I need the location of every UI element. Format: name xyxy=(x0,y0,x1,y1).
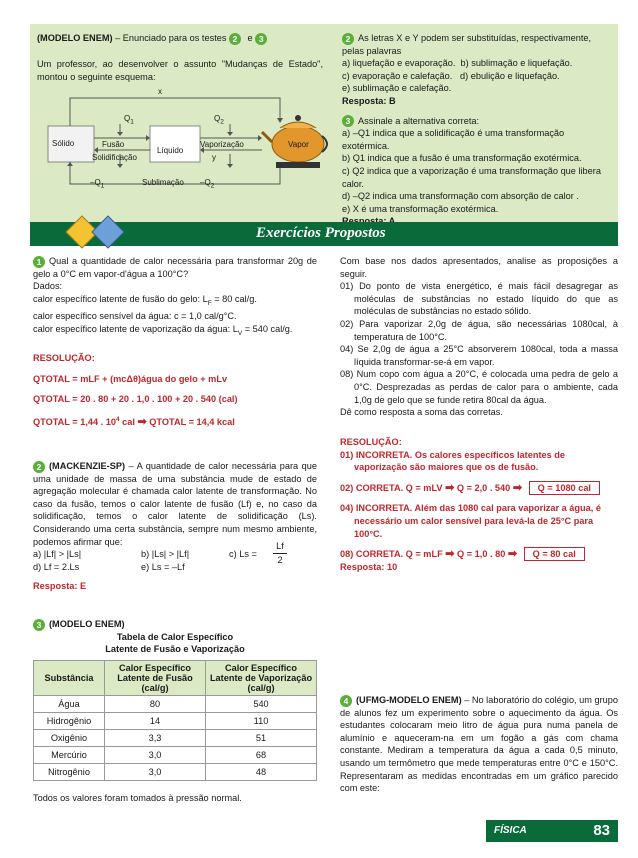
liquid-box xyxy=(150,126,200,162)
intro-bold: (MODELO ENEM) xyxy=(37,33,113,43)
dado-2: calor específico sensível da água: c = 1,0 cal/g°C. xyxy=(33,311,237,322)
q2-e: e) sublimação e calefação. xyxy=(342,83,452,94)
dados: Dados: xyxy=(33,281,63,292)
table-title-2: Latente de Fusão e Vaporização xyxy=(105,644,245,655)
label-vapor: Vapor xyxy=(288,140,309,149)
q3-c: c) Q2 indica que a vaporização é uma transformação que libera calor. xyxy=(342,165,601,189)
e2-text: 2 (MACKENZIE-SP) – A quantidade de calor necessária para que uma unidade de massa de uma substância mude de estado de agregação molecular é chamada calor latente de transformação. No caso da fusão, temos o calor latente de fusão (Lf) e, no caso da solidificação, temos o calor latente de solidificação (Ls). Considerando uma certa substância, sempre num mesmo ambiente, podemos afirmar que: xyxy=(33,461,317,547)
intro-rest: – Enunciado para os testes xyxy=(112,33,229,43)
table-cell: 14 xyxy=(105,713,206,730)
label-y: y xyxy=(212,153,216,162)
diagram-svg xyxy=(40,86,330,196)
res-heading: RESOLUÇÃO: xyxy=(340,437,402,447)
table-cell: 3,0 xyxy=(105,764,206,781)
label-vaporizacao: Vaporização xyxy=(200,140,244,149)
table-note: Todos os valores foram tomados à pressão normal. xyxy=(33,793,242,803)
q3-a: a) –Q1 indica que a solidificação é uma transformação exotérmica. xyxy=(342,128,565,151)
label-solidificacao: Solidificação xyxy=(92,153,137,162)
table-cell: 540 xyxy=(206,696,317,713)
label-q1: $Q_1$ xyxy=(124,114,134,126)
table-header-row xyxy=(34,661,317,696)
label-fusao: Fusão xyxy=(102,140,125,149)
label-minus-q1: $-Q_1$ xyxy=(90,178,105,190)
table-header: Calor Específico Latente de Vaporização (cal/g) xyxy=(206,661,317,696)
number-badge: 3 xyxy=(255,33,267,45)
exercise-3 xyxy=(33,618,317,656)
table-cell: 110 xyxy=(206,713,317,730)
q3-e: e) X é uma transformação exotérmica. xyxy=(342,203,499,214)
page-number: 83 xyxy=(593,822,610,839)
res-02: 02) CORRETA. Q = mLV ➡ Q = 2,0 . 540 ➡ Q = 1080 cal xyxy=(340,482,618,495)
e2-option-c: c) Ls = xyxy=(229,549,257,560)
table-row xyxy=(34,730,317,747)
res-answer: Resposta: 10 xyxy=(340,561,398,572)
intro-and: e xyxy=(245,33,256,43)
table-cell: Oxigênio xyxy=(34,730,105,747)
intro-text: Um professor, ao desenvolver o assunto "Mudanças de Estado", montou o seguinte esquema: xyxy=(37,59,323,82)
state-change-diagram xyxy=(40,86,330,196)
table-cell: 48 xyxy=(206,764,317,781)
table-header: Calor Específico Latente de Fusão (cal/g) xyxy=(105,661,206,696)
table-cell: Água xyxy=(34,696,105,713)
resolution-heading: RESOLUÇÃO: xyxy=(33,353,95,364)
res-01: 01) INCORRETA. Os calores específicos latentes de vaporização são maiores que os de fusão. xyxy=(340,449,566,473)
e3-heading: 3 (MODELO ENEM) xyxy=(33,618,317,631)
resolution-line-3: QTOTAL = 1,44 . $10^4$ cal ➡ QTOTAL = 14,4 kcal xyxy=(33,416,235,429)
table-row xyxy=(34,696,317,713)
prop-intro: Com base nos dados apresentados, analise as proposições a seguir. xyxy=(340,256,618,279)
number-badge: 3 xyxy=(342,115,354,127)
e2-option-d: d) Lf = 2.Ls xyxy=(33,562,80,573)
latent-heat-table xyxy=(33,660,317,781)
table-cell: 51 xyxy=(206,730,317,747)
number-badge: 3 xyxy=(33,619,45,631)
table-cell: 68 xyxy=(206,747,317,764)
q3-b: b) Q1 indica que a fusão é uma transformação exotérmica. xyxy=(342,153,582,164)
table-cell: Nitrogênio xyxy=(34,764,105,781)
right-resolution xyxy=(340,436,618,573)
exercise-1 xyxy=(33,255,317,429)
res-04: 04) INCORRETA. Além das 1080 cal para vaporizar a água, é necessário um calor sensível para levá-la de 25°C para 100°C. xyxy=(340,503,601,539)
e2-c-denominator: 2 xyxy=(277,555,283,566)
modelo-enem-intro xyxy=(37,32,327,45)
e2-option-b: b) |Ls| > |Lf| xyxy=(141,549,190,560)
dado-1: calor específico latente de fusão do gelo: $L_F = 80$ cal/g. xyxy=(33,293,257,307)
q2-ab: a) liquefação e evaporação. b) sublimação e liquefação. xyxy=(342,58,573,69)
e2-c-numerator: Lf xyxy=(273,540,287,554)
q2-block xyxy=(342,32,614,228)
res-08: 08) CORRETA. Q = mLF ➡ Q = 1,0 . 80 ➡ Q = 80 cal xyxy=(340,548,618,561)
table-cell: 3,0 xyxy=(105,747,206,764)
table-cell: Hidrogênio xyxy=(34,713,105,730)
number-badge: 2 xyxy=(342,33,354,45)
table-cell: 80 xyxy=(105,696,206,713)
label-solido: Sólido xyxy=(52,139,75,148)
number-badge: 2 xyxy=(33,461,45,473)
dado-3: calor específico latente de vaporização da água: $L_V = 540$ cal/g. xyxy=(33,323,293,337)
table-cell: 3,3 xyxy=(105,730,206,747)
prop-02: 02) Para vaporizar 2,0g de água, são necessárias 1080cal, à temperatura de 100°C. xyxy=(340,318,618,342)
q3-text: 3 Assinale a alternativa correta: xyxy=(342,115,614,128)
prop-final: Dê como resposta a soma das corretas. xyxy=(340,407,503,418)
e2-answer: Resposta: E xyxy=(33,581,87,592)
label-liquido: Líquido xyxy=(157,146,184,155)
number-badge: 2 xyxy=(229,33,241,45)
footer-bar xyxy=(486,820,618,842)
prop-08: 08) Num copo com água a 20°C, é colocada uma pedra de gelo a 0°C. Desprezadas as perdas de calor para o ambiente, cada 1,0g de gelo que se funde retira 80cal da água. xyxy=(340,369,618,405)
banner-diamonds xyxy=(62,212,132,252)
result-box: Q = 80 cal xyxy=(524,547,585,561)
e1-text: 1 Qual a quantidade de calor necessária para transformar 20g de gelo a 0°C em vapor-d'água a 100°C? xyxy=(33,256,317,279)
exercise-4 xyxy=(340,694,618,795)
result-box: Q = 1080 cal xyxy=(529,481,600,495)
q2-text: 2 As letras X e Y podem ser substituídas, respectivamente, pelas palavras xyxy=(342,33,592,56)
label-x: x xyxy=(158,87,162,96)
number-badge: 1 xyxy=(33,256,45,268)
table-title-1: Tabela de Calor Específico xyxy=(116,631,234,642)
label-sublimacao: Sublimação xyxy=(142,178,184,187)
q3-d: d) –Q2 indica uma transformação com absorção de calor . xyxy=(342,191,579,202)
e2-options xyxy=(33,541,317,574)
table-cell: Mercúrio xyxy=(34,747,105,764)
table-row xyxy=(34,713,317,730)
e2-option-a: a) |Lf| > |Ls| xyxy=(33,549,82,560)
label-minus-q2: $-Q_2$ xyxy=(200,178,215,190)
prop-04: 04) Se 2,0g de água a 25°C absorverem 1080cal, toda a massa líquida transformar-se-á em vapor. xyxy=(340,344,618,367)
x-arrow xyxy=(70,98,280,126)
e4-text: 4 (UFMG-MODELO ENEM) – No laboratório do colégio, um grupo de alunos fez um experimento sobre o aquecimento da água. Os estudantes colocaram meio litro de água pura numa panela de alumínio e aqueceram-na em um fogão a gás com chama constante. Mediram a temperatura da água a cada 0,5 minuto, usando um termômetro que mede temperaturas entre 0°C e 150°C. Representaram as medidas encontradas em um gráfico parecido com este: xyxy=(340,695,618,794)
e2-option-e: e) Ls = –Lf xyxy=(141,562,185,573)
table-row xyxy=(34,747,317,764)
exercise-2 xyxy=(33,460,317,593)
proposicoes xyxy=(340,255,618,419)
resolution-line-1: QTOTAL = mLF + (mcΔθ)água do gelo + mLv xyxy=(33,373,228,384)
number-badge: 4 xyxy=(340,695,352,707)
banner-title: Exercícios Propostos xyxy=(256,225,386,241)
label-q2: $Q_2$ xyxy=(214,114,224,126)
resolution-line-2: QTOTAL = 20 . 80 + 20 . 1,0 . 100 + 20 . 540 (cal) xyxy=(33,394,238,405)
table-header: Substância xyxy=(34,661,105,696)
q2-cd: c) evaporação e calefação. d) ebulição e liquefação. xyxy=(342,70,560,81)
q2-answer: Resposta: B xyxy=(342,95,396,106)
table-row xyxy=(34,764,317,781)
footer-subject: FÍSICA xyxy=(494,825,527,836)
prop-01: 01) Do ponto de vista energético, é mais fácil desagregar as moléculas de substâncias no estado líquido do que as moléculas de substâncias no estado sólido. xyxy=(340,281,618,317)
